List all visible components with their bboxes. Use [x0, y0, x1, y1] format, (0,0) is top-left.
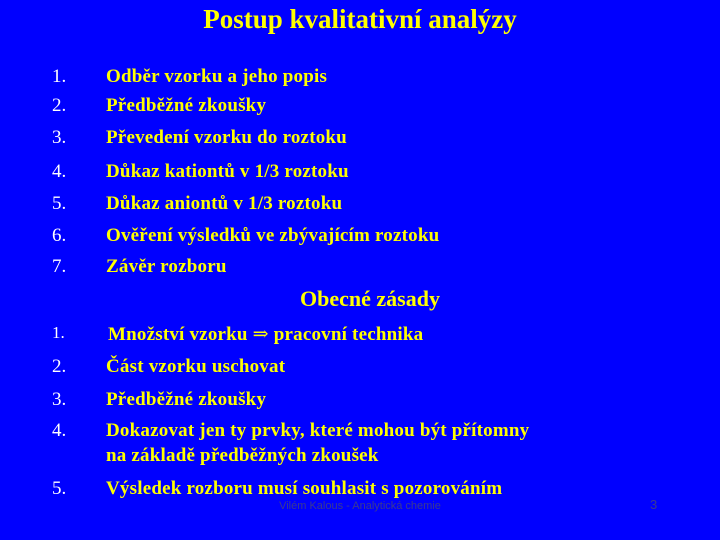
list-item-number: 5. — [52, 478, 67, 499]
list-item-text: Část vzorku uschovat — [106, 356, 286, 377]
list-item-text: Výsledek rozboru musí souhlasit s pozorováním — [106, 478, 503, 499]
list-item-text: na základě předběžných zkoušek — [106, 445, 379, 466]
page-number: 3 — [650, 497, 658, 512]
list-item-text: Předběžné zkoušky — [106, 95, 267, 116]
list-item — [0, 127, 720, 150]
list-item-text: Závěr rozboru — [106, 256, 227, 277]
list-item-text: Dokazovat jen ty prvky, které mohou být přítomny — [106, 420, 530, 441]
list-item — [0, 256, 720, 279]
list-item-number: 6. — [52, 225, 67, 246]
list-item — [0, 323, 720, 346]
list-item — [0, 193, 720, 216]
list-item-number: 5. — [52, 193, 67, 214]
list-item — [0, 95, 720, 118]
list-item-text: Odběr vzorku a jeho popis — [106, 66, 328, 87]
list-item — [0, 420, 720, 443]
list-item-text: Důkaz kationtů v 1/3 roztoku — [106, 161, 349, 182]
implies-arrow-icon: ⇒ — [252, 324, 269, 345]
list-item-number: 1. — [52, 323, 65, 342]
list-item — [0, 356, 720, 379]
list-item-text-part: pracovní technika — [273, 324, 424, 345]
footer-text: Vilém Kalous - Analytická chemie — [279, 500, 441, 512]
list-item-number: 1. — [52, 66, 67, 87]
list-item — [0, 66, 720, 89]
list-item-number: 4. — [52, 161, 67, 182]
list-item-text: Převedení vzorku do roztoku — [106, 127, 347, 148]
list-item-text: Předběžné zkoušky — [106, 389, 267, 410]
list-item-text-part: Množství vzorku — [108, 324, 248, 345]
slide-title: Postup kvalitativní analýzy — [203, 4, 517, 34]
list-item-number: 2. — [52, 356, 67, 377]
list-item-number: 3. — [52, 389, 67, 410]
list-item-number: 4. — [52, 420, 67, 441]
list-item — [0, 478, 720, 501]
list-item-number: 7. — [52, 256, 67, 277]
list-item-text: Důkaz aniontů v 1/3 roztoku — [106, 193, 343, 214]
list-item-number: 3. — [52, 127, 67, 148]
list-item-text: Ověření výsledků ve zbývajícím roztoku — [106, 225, 440, 246]
list-item — [0, 389, 720, 412]
list-item — [0, 161, 720, 184]
list-item-continuation — [0, 445, 720, 468]
list-item — [0, 225, 720, 248]
list-item-text — [108, 323, 423, 346]
section-subtitle: Obecné zásady — [300, 286, 440, 311]
list-item-number: 2. — [52, 95, 67, 116]
